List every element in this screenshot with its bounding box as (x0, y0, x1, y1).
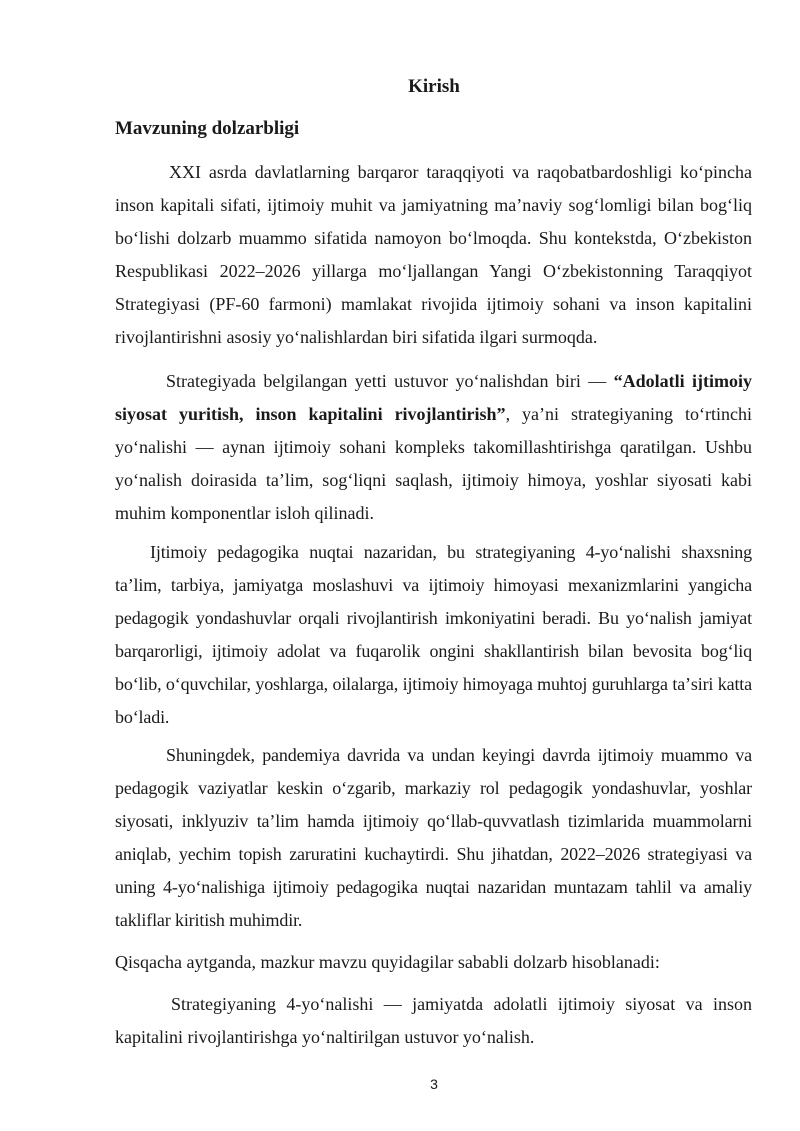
page-title: Kirish (408, 76, 460, 97)
paragraph-2-rest: , yaʼni strategiyaning toʻrtinchi yoʻnalishi — aynan ijtimoiy sohani kompleks takomillashtirishga qaratilgan. Ushbu yoʻnalish doirasida taʼlim, sogʻliqni saqlash, ijtimoiy himoya, yoshlar siyosati kabi muhim komponentlar isloh qilinadi. (115, 404, 752, 523)
paragraph-6: Strategiyaning 4-yoʻnalishi — jamiyatda adolatli ijtimoiy siyosat va inson kapitalini rivojlantirishga yoʻnaltirilgan ustuvor yoʻnalish. (115, 994, 752, 1047)
paragraph-2-emphasis: “Adolatli ijtimoiy siyosat yuritish, inson kapitalini rivojlantirish” (115, 371, 753, 424)
section-heading: Mavzuning dolzarbligi (115, 118, 300, 139)
paragraph-4: Shuningdek, pandemiya davrida va undan keyingi davrda ijtimoiy muammo va pedagogik vaziyatlar keskin oʻzgarib, markaziy rol pedagogik yondashuvlar, yoshlar siyosati, inklyuziv taʼlim hamda ijtimoiy qoʻllab-quvvatlash tizimlarida muammolarni aniqlab, yechim topish zaruratini kuchaytirdi. Shu jihatdan, 2022–2026 strategiyasi va uning 4-yoʻnalishiga ijtimoiy pedagogika nuqtai nazaridan muntazam tahlil va amaliy takliflar kiritish muhimdir. (115, 745, 752, 930)
paragraph-5: Qisqacha aytganda, mazkur mavzu quyidagilar sababli dolzarb hisoblanadi: (115, 952, 660, 972)
paragraph-2 (115, 365, 752, 530)
paragraph-1: XXI asrda davlatlarning barqaror taraqqiyoti va raqobatbardoshligi koʻpincha inson kapitali sifati, ijtimoiy muhit va jamiyatning maʼnaviy sogʻlomligi bilan bogʻliq boʻlishi dolzarb muammo sifatida namoyon boʻlmoqda. Shu kontekstda, Oʻzbekiston Respublikasi 2022–2026 yillarga moʻljallangan Yangi Oʻzbekistonning Taraqqiyot Strategiyasi (PF-60 farmoni) mamlakat rivojida ijtimoiy sohani va inson kapitalini rivojlantirishni asosiy yoʻnalishlardan biri sifatida ilgari surmoqda. (115, 162, 752, 347)
page-number: 3 (430, 1076, 438, 1092)
paragraph-3: Ijtimoiy pedagogika nuqtai nazaridan, bu strategiyaning 4-yoʻnalishi shaxsning taʼlim, tarbiya, jamiyatga moslashuvi va ijtimoiy himoyasi mexanizmlarini yangicha pedagogik yondashuvlar orqali rivojlantirish imkoniyatini beradi. Bu yoʻnalish jamiyat barqarorligi, ijtimoiy adolat va fuqarolik ongini shakllantirish bilan bevosita bogʻliq boʻlib, oʻquvchilar, yoshlarga, oilalarga, ijtimoiy himoyaga muhtoj guruhlarga taʼsiri katta boʻladi. (115, 542, 752, 727)
paragraph-2-lead: Strategiyada belgilangan yetti ustuvor yoʻnalishdan biri — (166, 371, 614, 391)
